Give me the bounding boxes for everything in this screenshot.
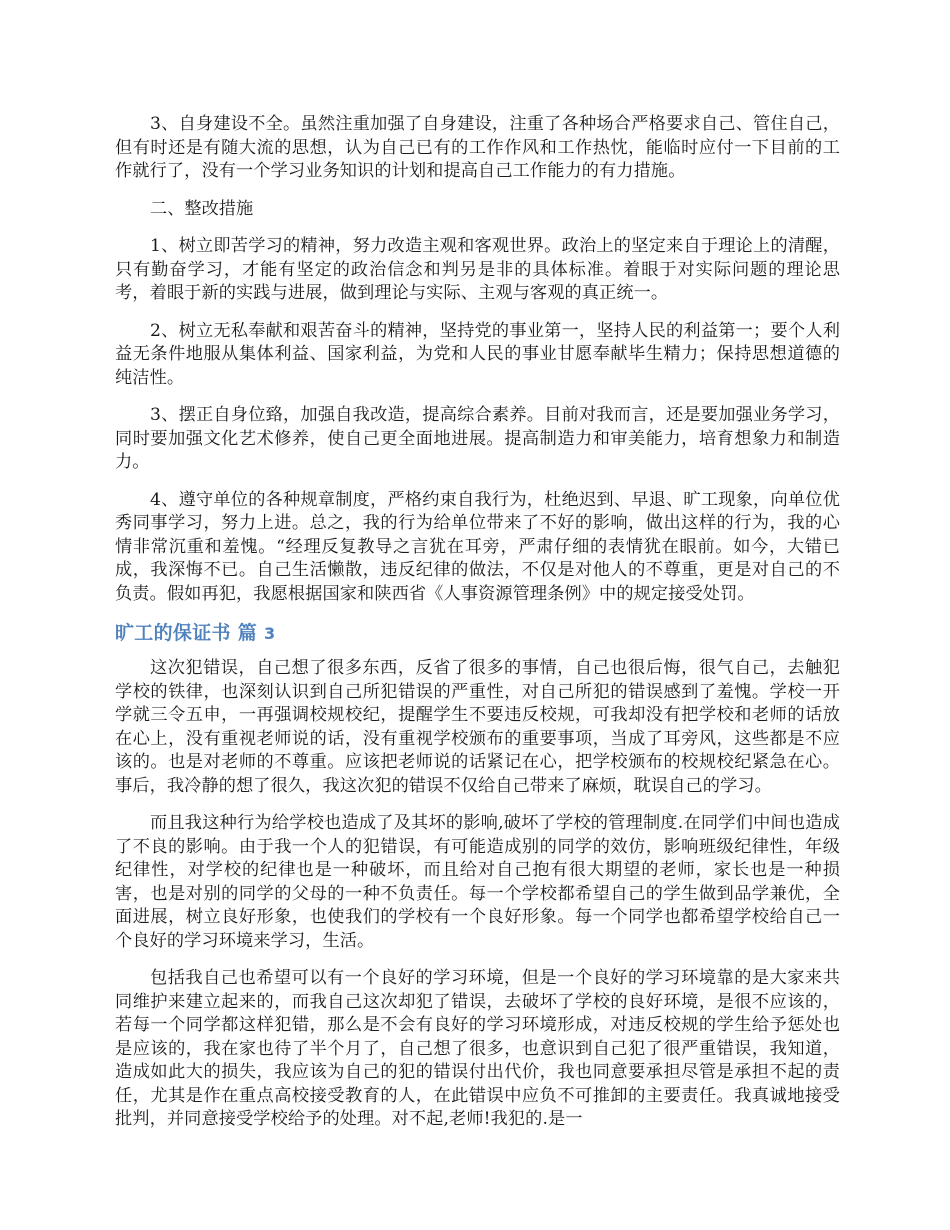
paragraph-reflection-3: 包括我自己也希望可以有一个良好的学习环境，但是一个良好的学习环境靠的是大家来共同维护来建立起来的，而我自己这次却犯了错误，去破坏了学校的良好环境，是很不应该的，若每一个同学都这样犯错，那么是不会有良好的学习环境形成，对违反校规的学生给予惩处也是应该的，我在家也待了半个月了，自己想了很多，也意识到自己犯了很严重错误，我知道，造成如此大的损失，我应该为自己的犯的错误付出代价，我也同意要承担尽管是承担不起的责任，尤其是作在重点高校接受教育的人，在此错误中应负不可推卸的主要责任。我真诚地接受批判，并同意接受学校给予的处理。对不起,老师!我犯的.是一 bbox=[115, 968, 840, 1129]
paragraph-reflection-1: 这次犯错误，自己想了很多东西，反省了很多的事情，自己也很后悔，很气自己，去触犯学校的铁律，也深刻认识到自己所犯错误的严重性，对自己所犯的错误感到了羞愧。学校一开学就三令五申，一再强调校规校纪，提醒学生不要违反校规，可我却没有把学校和老师的话放在心上，没有重视老师说的话，没有重视学校颁布的重要事项，当成了耳旁风，这些都是不应该的。也是对老师的不尊重。应该把老师说的话紧记在心，把学校颁布的校规校纪紧急在心。事后，我冷静的想了很久，我这次犯的错误不仅给自己带来了麻烦，耽误自己的学习。 bbox=[115, 658, 840, 796]
section-title-text: 旷工的保证书 篇 bbox=[115, 622, 258, 644]
section-title-number: 3 bbox=[263, 624, 276, 643]
paragraph-self-building: 3、自身建设不全。虽然注重加强了自身建设，注重了各种场合严格要求自己、管住自己，但有时还是有随大流的思想，认为自己已有的工作作风和工作热忱，能临时应付一下目前的工作就行了，没有一个学习业务知识的计划和提高自己工作能力的有力措施。 bbox=[115, 114, 840, 181]
paragraph-measure-2: 2、树立无私奉献和艰苦奋斗的精神，坚持党的事业第一，坚持人民的利益第一；要个人利益无条件地服从集体利益、国家利益，为党和人民的事业甘愿奉献毕生精力；保持思想道德的纯洁性。 bbox=[115, 320, 840, 388]
section-title bbox=[115, 620, 840, 647]
heading-rectification-measures: 二、整改措施 bbox=[150, 198, 254, 219]
paragraph-measure-1: 1、树立即苦学习的精神，努力改造主观和客观世界。政治上的坚定来自于理论上的清醒，只有勤奋学习，才能有坚定的政治信念和判另是非的具体标准。着眼于对实际问题的理论思考，着眼于新的实践与进展，做到理论与实际、主观与客观的真正统一。 bbox=[115, 236, 840, 303]
paragraph-measure-3: 3、摆正自身位臵，加强自我改造，提高综合素养。目前对我而言，还是要加强业务学习，同时要加强文化艺术修养，使自己更全面地进展。提高制造力和审美能力，培育想象力和制造力。 bbox=[115, 405, 840, 472]
paragraph-measure-4: 4、遵守单位的各种规章制度，严格约束自我行为，杜绝迟到、早退、旷工现象，向单位优秀同事学习，努力上进。总之，我的行为给单位带来了不好的影响，做出这样的行为，我的心情非常沉重和羞愧。“经理反复教导之言犹在耳旁，严肃仔细的表情犹在眼前。如今，大错已成，我深悔不已。自己生活懒散，违反纪律的做法，不仅是对他人的不尊重，更是对自己的不负责。假如再犯，我愿根据国家和陕西省《人事资源管理条例》中的规定接受处罚。 bbox=[115, 489, 840, 604]
paragraph-reflection-2: 而且我这种行为给学校也造成了及其坏的影响,破坏了学校的管理制度.在同学们中间也造成了不良的影响。由于我一个人的犯错误，有可能造成别的同学的效仿，影响班级纪律性，年级纪律性，对学校的纪律也是一种破坏，而且给对自己抱有很大期望的老师，家长也是一种损害，也是对别的同学的父母的一种不负责任。每一个学校都希望自己的学生做到品学兼优，全面进展，树立良好形象，也使我们的学校有一个良好形象。每一个同学也都希望学校给自己一个良好的学习环境来学习，生活。 bbox=[115, 813, 840, 951]
